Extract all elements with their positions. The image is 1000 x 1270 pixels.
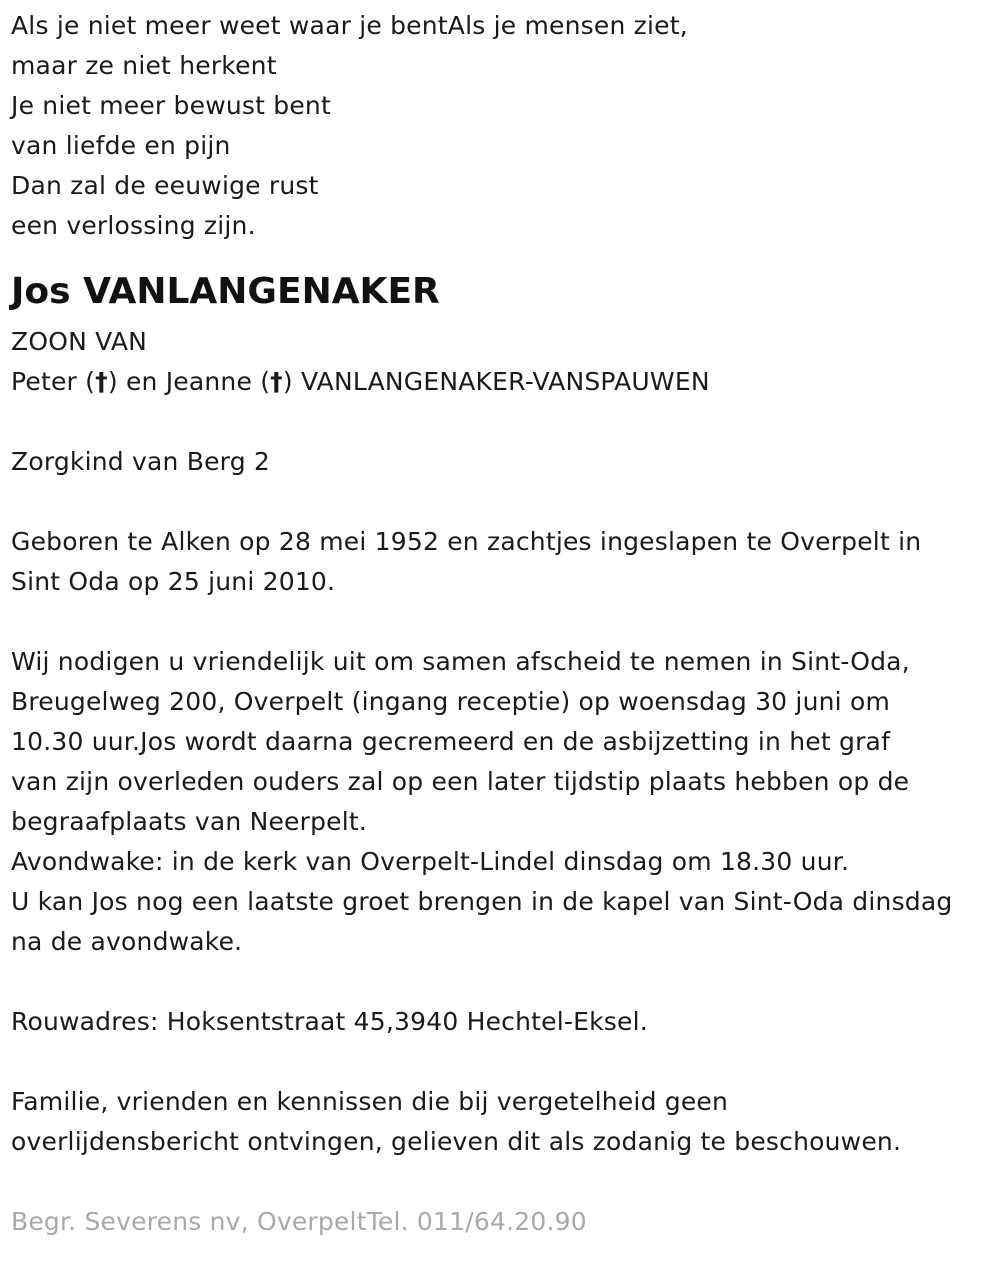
notice-paragraph: [11, 1082, 996, 1162]
paragraph-line: Breugelweg 200, Overpelt (ingang receptie) op woensdag 30 juni om: [11, 687, 891, 716]
death-notice: [11, 6, 996, 1242]
paragraph-line: van zijn overleden ouders zal op een later tijdstip plaats hebben op de: [11, 767, 910, 796]
father-text: Peter (: [11, 367, 96, 396]
cross-icon: †: [270, 367, 283, 396]
funeral-home-footer: Begr. Severens nv, OverpeltTel. 011/64.20.90: [11, 1207, 587, 1236]
paragraph-line: Avondwake: in de kerk van Overpelt-Lindel dinsdag om 18.30 uur.: [11, 847, 850, 876]
paragraph-line: Familie, vrienden en kennissen die bij vergetelheid geen: [11, 1087, 729, 1116]
poem-line: Dan zal de eeuwige rust: [11, 171, 319, 200]
poem: [11, 6, 996, 246]
ceremony-paragraph: [11, 642, 996, 962]
paragraph-line: Geboren te Alken op 28 mei 1952 en zachtjes ingeslapen te Overpelt in: [11, 527, 922, 556]
poem-line: Als je niet meer weet waar je bentAls je mensen ziet,: [11, 11, 688, 40]
parents-line: [11, 362, 996, 402]
paragraph-line: Sint Oda op 25 juni 2010.: [11, 567, 336, 596]
paragraph-line: U kan Jos nog een laatste groet brengen in de kapel van Sint-Oda dinsdag: [11, 887, 953, 916]
paragraph-line: Wij nodigen u vriendelijk uit om samen afscheid te nemen in Sint-Oda,: [11, 647, 910, 676]
poem-line: een verlossing zijn.: [11, 211, 256, 240]
relation-label: ZOON VAN: [11, 327, 148, 356]
birth-death-paragraph: [11, 522, 996, 602]
poem-line: Je niet meer bewust bent: [11, 91, 331, 120]
care-note: Zorgkind van Berg 2: [11, 447, 271, 476]
poem-line: van liefde en pijn: [11, 131, 231, 160]
paragraph-line: 10.30 uur.Jos wordt daarna gecremeerd en de asbijzetting in het graf: [11, 727, 891, 756]
cross-icon: †: [95, 367, 108, 396]
paragraph-line: overlijdensbericht ontvingen, gelieven dit als zodanig te beschouwen.: [11, 1127, 902, 1156]
deceased-name: Jos VANLANGENAKER: [11, 271, 440, 312]
mother-text: ) en Jeanne (: [107, 367, 271, 396]
parents-surname: ) VANLANGENAKER-VANSPAUWEN: [282, 367, 710, 396]
paragraph-line: begraafplaats van Neerpelt.: [11, 807, 368, 836]
poem-line: maar ze niet herkent: [11, 51, 277, 80]
mourning-address: Rouwadres: Hoksentstraat 45,3940 Hechtel-Eksel.: [11, 1007, 648, 1036]
paragraph-line: na de avondwake.: [11, 927, 243, 956]
